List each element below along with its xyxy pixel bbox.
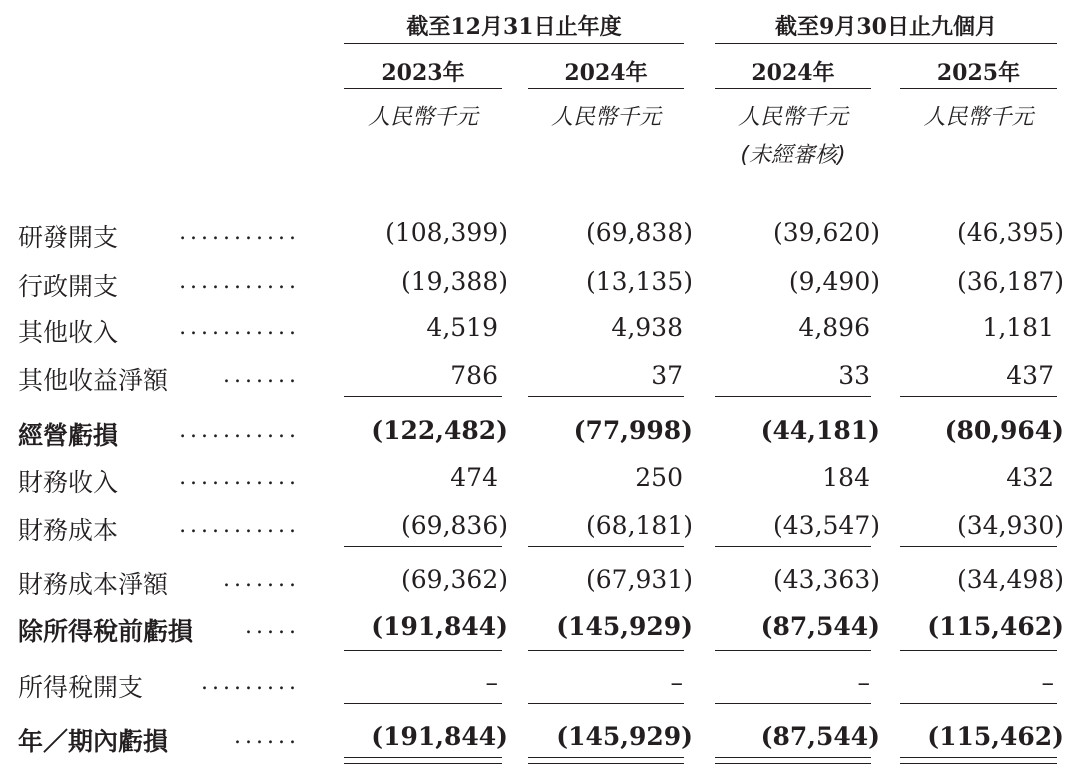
row-value: 786: [450, 361, 498, 390]
row-value: (43,363): [773, 565, 880, 594]
row-value: (36,187): [957, 267, 1064, 296]
column-unit-4: 人民幣千元: [923, 105, 1034, 130]
dot-leader: .......: [223, 567, 300, 592]
year-rule-3: [715, 88, 871, 89]
subtotal-rule-1: [344, 650, 502, 651]
row-label: 財務成本: [18, 516, 119, 545]
row-value: (69,836): [401, 511, 508, 540]
row-value: 250: [635, 463, 683, 492]
row-value: (39,620): [773, 218, 880, 247]
subtotal-rule-1: [344, 703, 502, 704]
row-value: (145,929): [556, 722, 693, 751]
row-value: 4,896: [798, 313, 870, 342]
row-value: 37: [651, 361, 683, 390]
column-year-2: 2024年: [564, 60, 648, 86]
row-value: (46,395): [957, 218, 1064, 247]
dot-leader: ...........: [179, 315, 300, 340]
row-value: (43,547): [773, 511, 880, 540]
row-label: 其他收益淨額: [18, 366, 169, 395]
column-year-3: 2024年: [751, 60, 835, 86]
column-unit-1: 人民幣千元: [367, 105, 478, 130]
subtotal-rule-3: [715, 650, 871, 651]
total-double-rule-4a: [900, 757, 1057, 758]
row-value: (87,544): [760, 612, 880, 641]
dot-leader: ...........: [179, 269, 300, 294]
row-value: 474: [450, 463, 498, 492]
subtotal-rule-2: [528, 703, 684, 704]
row-value: (68,181): [586, 511, 693, 540]
row-label: 年／期內虧損: [18, 727, 169, 756]
row-value: (191,844): [371, 612, 508, 641]
year-rule-2: [528, 88, 684, 89]
row-value: 432: [1006, 463, 1054, 492]
row-label: 財務收入: [18, 468, 119, 497]
dot-leader: ...........: [179, 513, 300, 538]
row-value: (69,838): [586, 218, 693, 247]
row-value: (67,931): [586, 565, 693, 594]
year-rule-1: [344, 88, 502, 89]
total-double-rule-2a: [528, 757, 684, 758]
row-value: (13,135): [586, 267, 693, 296]
row-value: 4,938: [611, 313, 683, 342]
column-unit-2: 人民幣千元: [550, 105, 661, 130]
row-label: 研發開支: [18, 223, 119, 252]
row-value: 437: [1006, 361, 1054, 390]
row-value: 184: [822, 463, 870, 492]
row-value: (34,930): [957, 511, 1064, 540]
row-value: 4,519: [426, 313, 498, 342]
row-value: –: [670, 668, 683, 697]
subtotal-rule-1: [344, 546, 502, 547]
row-value: –: [1041, 668, 1054, 697]
row-value: (44,181): [760, 416, 880, 445]
row-label: 除所得稅前虧損: [18, 617, 194, 646]
row-value: (108,399): [385, 218, 508, 247]
dot-leader: .....: [245, 614, 300, 639]
row-value: (145,929): [556, 612, 693, 641]
row-value: (77,998): [573, 416, 693, 445]
total-double-rule-1a: [344, 757, 502, 758]
row-value: (115,462): [927, 722, 1064, 751]
subtotal-rule-4: [900, 650, 1057, 651]
column-unit-3: 人民幣千元: [737, 105, 848, 130]
column-year-1: 2023年: [381, 60, 465, 86]
total-double-rule-4b: [900, 763, 1057, 764]
row-label: 其他收入: [18, 318, 119, 347]
group-header-annual: 截至12月31日止年度: [406, 14, 622, 40]
row-value: –: [857, 668, 870, 697]
subtotal-rule-2: [528, 546, 684, 547]
row-label: 所得稅開支: [18, 673, 144, 702]
total-double-rule-1b: [344, 763, 502, 764]
group-header-annual-rule: [344, 43, 684, 44]
column-unaudited-note: (未經審核): [740, 143, 846, 168]
subtotal-rule-4: [900, 546, 1057, 547]
subtotal-rule-3: [715, 546, 871, 547]
row-value: (191,844): [371, 722, 508, 751]
subtotal-rule-1: [344, 396, 502, 397]
subtotal-rule-2: [528, 396, 684, 397]
row-label: 財務成本淨額: [18, 570, 169, 599]
dot-leader: ......: [234, 724, 300, 749]
total-double-rule-3b: [715, 763, 871, 764]
dot-leader: .........: [201, 670, 300, 695]
subtotal-rule-4: [900, 396, 1057, 397]
dot-leader: ...........: [179, 418, 300, 443]
row-value: (69,362): [401, 565, 508, 594]
dot-leader: ...........: [179, 220, 300, 245]
row-value: (9,490): [788, 267, 880, 296]
row-value: (34,498): [957, 565, 1064, 594]
row-label: 行政開支: [18, 272, 119, 301]
total-double-rule-2b: [528, 763, 684, 764]
subtotal-rule-3: [715, 396, 871, 397]
total-double-rule-3a: [715, 757, 871, 758]
group-header-nine-months: 截至9月30日止九個月: [775, 14, 997, 40]
row-value: –: [485, 668, 498, 697]
subtotal-rule-3: [715, 703, 871, 704]
row-value: 1,181: [982, 313, 1054, 342]
subtotal-rule-2: [528, 650, 684, 651]
subtotal-rule-4: [900, 703, 1057, 704]
row-label: 經營虧損: [18, 421, 119, 450]
dot-leader: .......: [223, 363, 300, 388]
row-value: (19,388): [401, 267, 508, 296]
row-value: (115,462): [927, 612, 1064, 641]
row-value: (122,482): [371, 416, 508, 445]
group-header-nine-months-rule: [715, 43, 1057, 44]
column-year-4: 2025年: [936, 60, 1021, 86]
dot-leader: ...........: [179, 465, 300, 490]
row-value: 33: [838, 361, 870, 390]
row-value: (80,964): [944, 416, 1064, 445]
row-value: (87,544): [760, 722, 880, 751]
year-rule-4: [900, 88, 1057, 89]
